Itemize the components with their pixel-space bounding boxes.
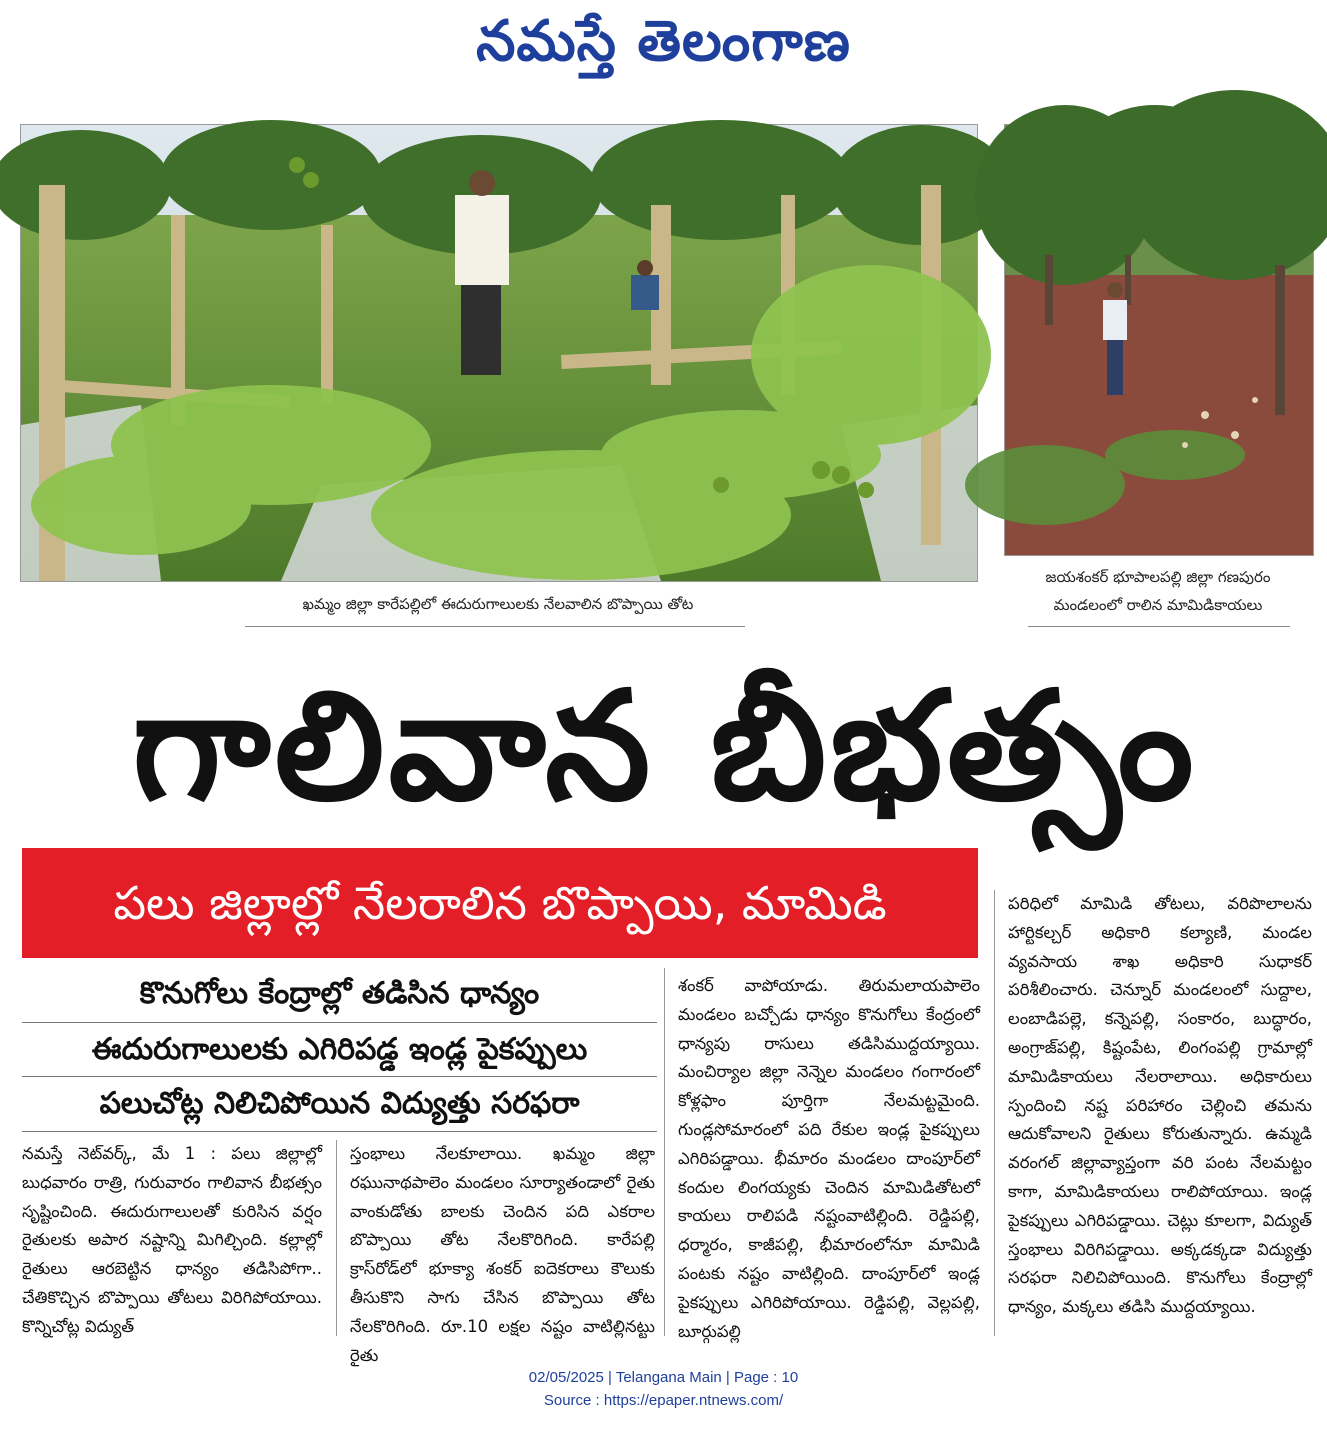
right-photo-caption-line2: మండలంలో రాలిన మామిడికాయలు (1053, 596, 1263, 614)
left-caption-rule (245, 626, 745, 627)
red-banner-text: పలు జిల్లాల్లో నేలరాలిన బొప్పాయి, మామిడి (113, 876, 887, 930)
subhead-rule-1 (22, 1022, 657, 1023)
masthead-title: నమస్తే తెలంగాణ (476, 9, 851, 74)
column-divider-1 (336, 1140, 337, 1336)
article-column-4: పరిధిలో మామిడి తోటలు, వరిపొలాలను హార్టికల్చర్ అధికారి కల్యాణి, మండల వ్యవసాయ శాఖ అధికారి సుధాకర్ పరిశీలించారు. చెన్నూర్ మండలంలో సుద్దాల, లంబాడిపల్లె, కన్నెపల్లి, సంకారం, బుద్ధారం, అంగ్రాజ్‌పల్లి, కిష్టంపేట, లింగంపల్లి గ్రామాల్లో మామిడికాయలు నేలరాలాయి. అధికారులు స్పందించి నష్ట పరిహారం చెల్లించి తమను ఆదుకోవాలని రైతులు కోరుతున్నారు. ఉమ్మడి వరంగల్ జిల్లావ్యాప్తంగా వరి పంట నేలమట్టం కాగా, మామిడికాయలు రాలిపోయాయి. ఇండ్ల పైకప్పులు ఎగిరిపడ్డాయి. చెట్లు కూలగా, విద్యుత్ స్తంభాలు విరిగిపడ్డాయి. అక్కడక్కడా విద్యుత్తు సరఫరా నిలిచిపోయింది. కొనుగోలు కేంద్రాల్లో ధాన్యం, మక్కలు తడిసి ముద్దయ్యాయి. (1008, 894, 1312, 1317)
footer-date-page: 02/05/2025 | Telangana Main | Page : 10 (528, 1369, 799, 1386)
subhead-3: పలుచోట్ల నిలిచిపోయిన విద్యుత్తు సరఫరా (99, 1086, 580, 1121)
column-divider-3 (994, 890, 995, 1336)
footer-source: Source : https://epaper.ntnews.com/ (543, 1392, 784, 1409)
subhead-2: ఈదురుగాలులకు ఎగిరిపడ్డ ఇండ్ల పైకప్పులు (91, 1032, 588, 1067)
mango-orchard-photo (1004, 124, 1314, 556)
subhead-rule-2 (22, 1076, 657, 1077)
column-divider-2 (664, 968, 665, 1336)
subhead-1: కొనుగోలు కేంద్రాల్లో తడిసిన ధాన్యం (139, 976, 540, 1011)
left-photo-caption: ఖమ్మం జిల్లా కారేపల్లిలో ఈదురుగాలులకు నేలవాలిన బొప్పాయి తోట (302, 595, 694, 613)
papaya-field-photo (20, 124, 978, 582)
subhead-rule-3 (22, 1131, 657, 1132)
article-column-1: నమస్తే నెట్‌వర్క్, మే 1 : పలు జిల్లాల్లో బుధవారం రాత్రి, గురువారం గాలివాన బీభత్సం సృష్టించింది. ఈదురుగాలులతో కురిసిన వర్షం రైతులకు అపార నష్టాన్ని మిగిల్చింది. కల్లాల్లో రైతులు ఆరబెట్టిన ధాన్యం తడిసిపోగా.. చేతికొచ్చిన బొప్పాయి తోటలు విరిగిపోయాయి. కొన్నిచోట్ల విద్యుత్ (22, 1144, 322, 1336)
article-column-2: స్తంభాలు నేలకూలాయి. ఖమ్మం జిల్లా రఘునాథపాలెం మండలం సూర్యాతండాలో రైతు వాంకుడోతు బాలకు చెందిన పది ఎకరాల బొప్పాయి తోట నేలకొరిగింది. కారేపల్లి క్రాస్‌రోడ్‌లో భూక్యా శంకర్ ఐదెకరాలు కౌలుకు తీసుకొని సాగు చేసిన బొప్పాయి తోట నేలకొరిగింది. రూ.10 లక్షల నష్టం వాటిల్లినట్టు రైతు (350, 1144, 655, 1365)
right-photo-caption-line1: జయశంకర్ భూపాలపల్లి జిల్లా గణపురం (1045, 568, 1271, 586)
red-banner (22, 848, 978, 958)
right-caption-rule (1028, 626, 1290, 627)
article-column-3: శంకర్ వాపోయాడు. తిరుమలాయపాలెం మండలం బచ్చోడు ధాన్యం కొనుగోలు కేంద్రంలో ధాన్యపు రాసులు తడిసిముద్దయ్యాయి. మంచిర్యాల జిల్లా నెన్నెల మండలం గంగారంలో కోళ్లఫాం పూర్తిగా నేలమట్టమైంది. గుండ్లసోమారంలో పది రేకుల ఇండ్ల పైకప్పులు ఎగిరిపడ్డాయి. భీమారం మండలం దాంపూర్‌లో కందుల లింగయ్యకు చెందిన మామిడితోటలో కాయలు రాలిపడి నష్టంవాటిల్లింది. రెడ్డిపల్లి, ధర్మారం, కాజీపల్లి, భీమారంలోనూ మామిడి పంటకు నష్టం వాటిల్లింది. దాంపూర్‌లో ఇండ్ల పైకప్పులు ఎగిరిపోయాయి. రెడ్డిపల్లి, వెల్లపల్లి, బూర్గుపల్లి (678, 976, 980, 1341)
main-headline: గాలివాన బీభత్సం (132, 660, 1198, 834)
